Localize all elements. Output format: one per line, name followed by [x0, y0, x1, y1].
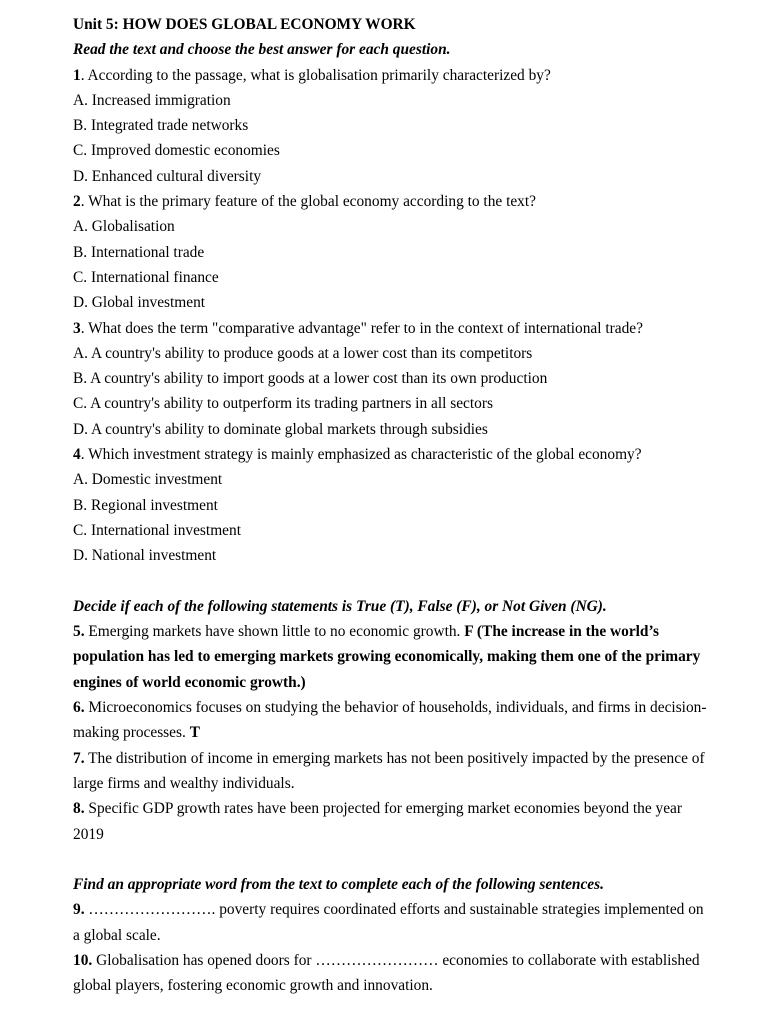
- item-text: Globalisation has opened doors for …………………… economies to collaborate with established global players, fostering economic growth and innovation.: [73, 951, 700, 995]
- question-2: [73, 189, 708, 315]
- item-number: 10.: [73, 951, 93, 969]
- statement-answer: F (The increase in the world’s population has led to emerging markets growing economically, making them one of the primary engines of world economic growth.): [73, 623, 701, 691]
- question-4: [73, 442, 708, 568]
- statement-8: [73, 796, 708, 847]
- option: D. Enhanced cultural diversity: [73, 167, 262, 185]
- question-1: [73, 63, 708, 189]
- question-number: 1: [73, 66, 81, 84]
- fill-in-10: [73, 948, 708, 999]
- question-number: 4: [73, 446, 81, 464]
- spacer: [73, 569, 708, 594]
- statement-number: 8.: [73, 800, 85, 818]
- option: C. A country's ability to outperform its trading partners in all sectors: [73, 395, 493, 413]
- statement-text: Specific GDP growth rates have been projected for emerging market economies beyond the year 2019: [73, 800, 683, 843]
- statement-answer: T: [189, 724, 200, 742]
- question-text: . Which investment strategy is mainly emphasized as characteristic of the global economy?: [80, 446, 642, 464]
- option: B. International trade: [73, 243, 205, 261]
- question-number: 3: [73, 319, 81, 337]
- section3-instruction: Find an appropriate word from the text to complete each of the following sentences.: [73, 876, 604, 894]
- option: B. Integrated trade networks: [73, 117, 249, 135]
- question-number: 2: [73, 193, 81, 211]
- page-title: Unit 5: HOW DOES GLOBAL ECONOMY WORK: [73, 16, 416, 33]
- section1-instruction: Read the text and choose the best answer for each question.: [73, 41, 451, 59]
- statement-text: Emerging markets have shown little to no economic growth.: [84, 623, 465, 641]
- option: D. Global investment: [73, 294, 206, 312]
- question-text: . According to the passage, what is globalisation primarily characterized by?: [80, 66, 551, 84]
- option: C. International finance: [73, 268, 219, 286]
- spacer: [73, 847, 708, 872]
- question-text: . What is the primary feature of the global economy according to the text?: [80, 193, 536, 211]
- option: C. Improved domestic economies: [73, 142, 280, 160]
- option: A. Increased immigration: [73, 91, 231, 109]
- statement-6: [73, 695, 708, 746]
- option: A. Domestic investment: [73, 471, 223, 489]
- option: D. A country's ability to dominate global markets through subsidies: [73, 420, 488, 438]
- fill-in-9: [73, 897, 708, 948]
- question-3: [73, 316, 708, 442]
- option: D. National investment: [73, 547, 217, 565]
- statement-number: 6.: [73, 699, 85, 717]
- option: B. Regional investment: [73, 496, 218, 514]
- section2-instruction: Decide if each of the following statements is True (T), False (F), or Not Given (NG).: [73, 597, 607, 615]
- statement-7: [73, 746, 708, 797]
- item-text: ……………………. poverty requires coordinated efforts and sustainable strategies implemented on a global scale.: [73, 901, 704, 944]
- question-text: . What does the term "comparative advantage" refer to in the context of international trade?: [80, 319, 643, 337]
- statement-5: [73, 619, 708, 695]
- item-number: 9.: [73, 901, 85, 919]
- statement-number: 7.: [73, 749, 85, 767]
- statement-text: The distribution of income in emerging markets has not been positively impacted by the presence of large firms and wealthy individuals.: [73, 749, 705, 792]
- option: B. A country's ability to import goods at a lower cost than its own production: [73, 370, 548, 388]
- option: C. International investment: [73, 521, 241, 539]
- statement-number: 5.: [73, 623, 85, 641]
- option: A. A country's ability to produce goods at a lower cost than its competitors: [73, 344, 533, 362]
- option: A. Globalisation: [73, 218, 175, 236]
- statement-text: Microeconomics focuses on studying the behavior of households, individuals, and firms in decision-making processes.: [73, 699, 707, 742]
